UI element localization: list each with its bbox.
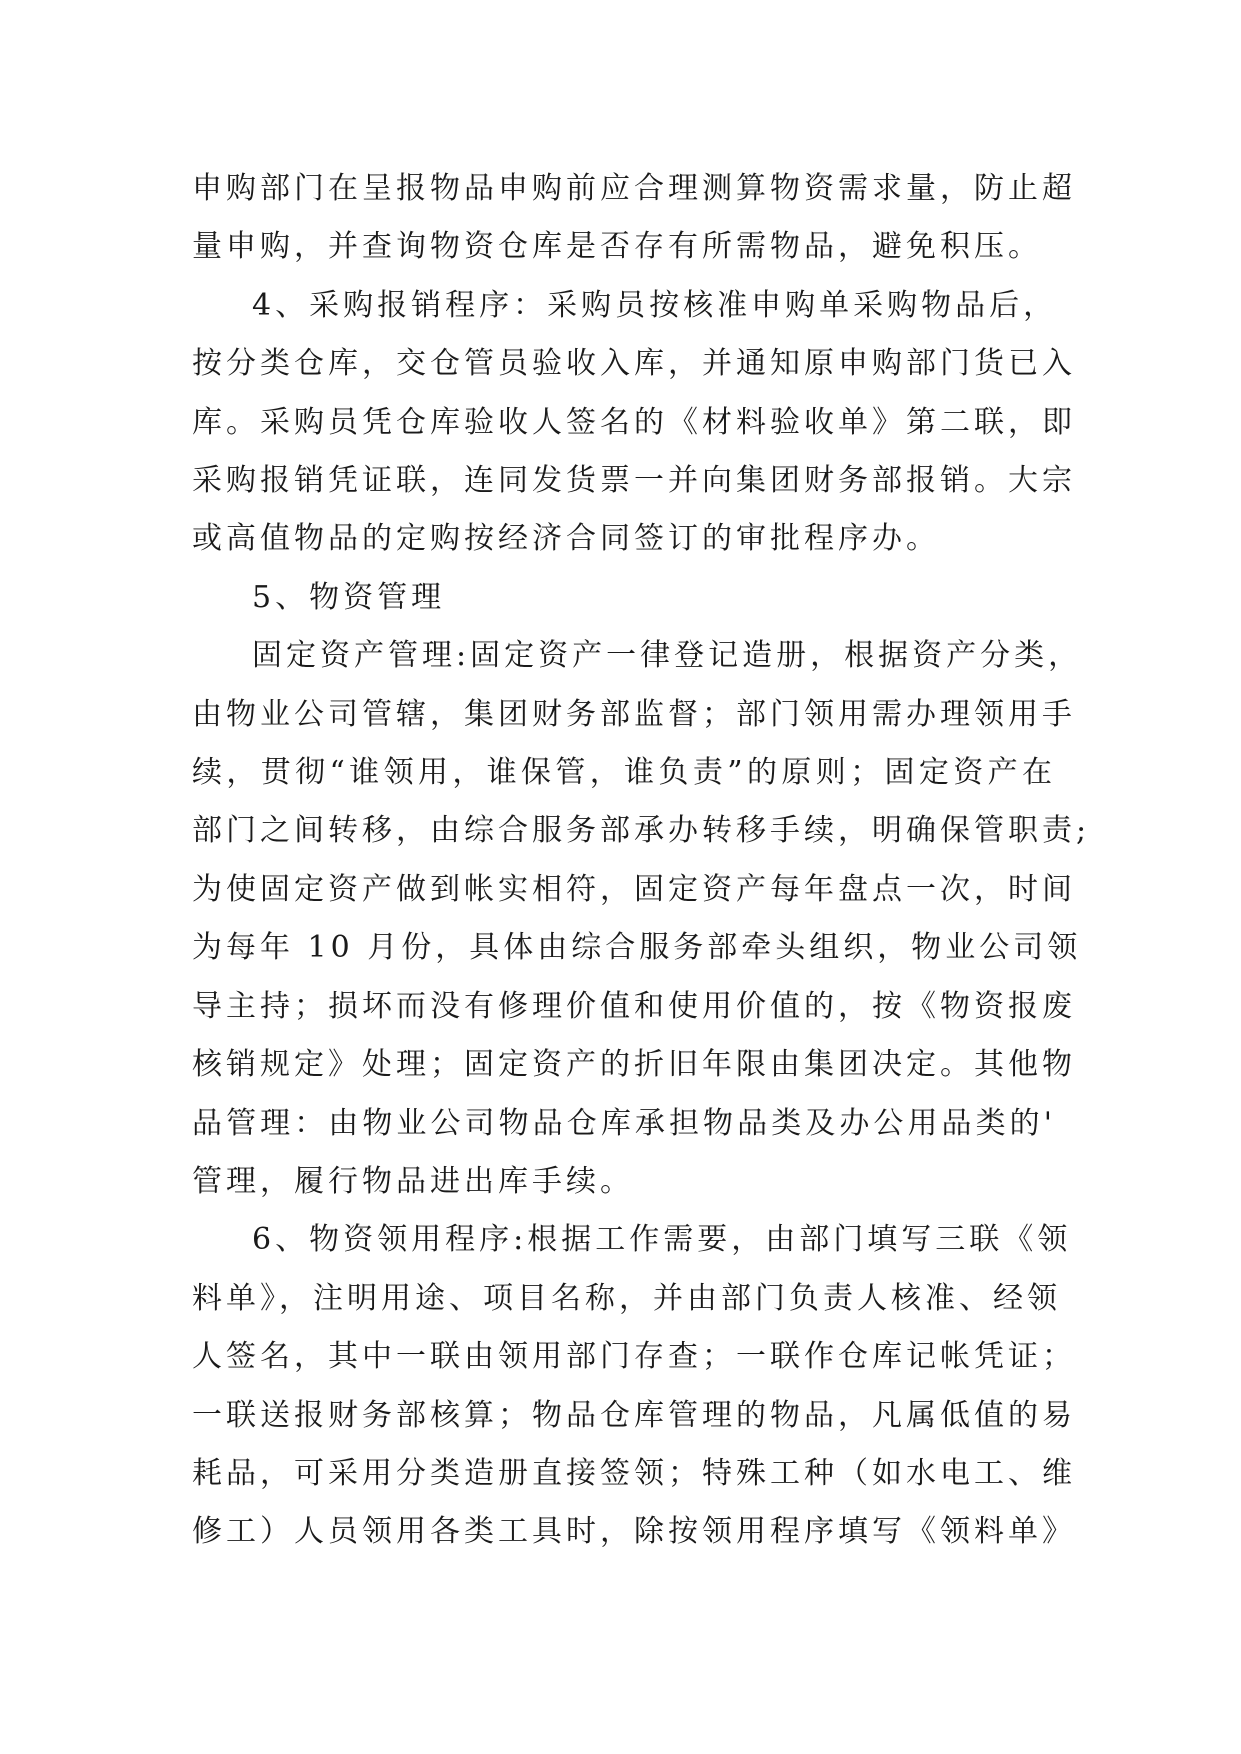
document-body	[192, 160, 1091, 1562]
text-line: 耗品，可采用分类造册直接签领；特殊工种（如水电工、维	[192, 1455, 1076, 1491]
text-line: 或高值物品的定购按经济合同签订的审批程序办。	[192, 521, 940, 557]
text-line: 采购报销凭证联，连同发货票一并向集团财务部报销。大宗	[192, 463, 1076, 499]
text-line: 管理，履行物品进出库手续。	[192, 1163, 634, 1199]
text-line: 4、采购报销程序：采购员按核准申购单采购物品后，	[252, 287, 1058, 323]
text-line: 库。采购员凭仓库验收人签名的《材料验收单》第二联，即	[192, 404, 1076, 440]
text-line: 固定资产管理:固定资产一律登记造册，根据资产分类，	[252, 638, 1083, 674]
text-line: 导主持；损坏而没有修理价值和使用价值的，按《物资报废	[192, 988, 1076, 1024]
text-line: 按分类仓库，交仓管员验收入库，并通知原申购部门货已入	[192, 346, 1076, 382]
document-page	[192, 160, 1091, 1562]
text-line: 6、物资领用程序:根据工作需要，由部门填写三联《领	[252, 1222, 1072, 1258]
text-line: 量申购，并查询物资仓库是否存有所需物品，避免积压。	[192, 229, 1042, 265]
text-line: 品管理：由物业公司物品仓库承担物品类及办公用品类的'	[192, 1105, 1056, 1141]
text-line: 核销规定》处理；固定资产的折旧年限由集团决定。其他物	[192, 1047, 1076, 1083]
text-line: 为每年 10 月份，具体由综合服务部牵头组织，物业公司领	[192, 930, 1082, 966]
text-line: 料单》，注明用途、项目名称，并由部门负责人核准、经领	[192, 1280, 1061, 1316]
text-line: 部门之间转移，由综合服务部承办转移手续，明确保管职责;	[192, 813, 1091, 849]
text-line: 续，贯彻“谁领用，谁保管，谁负责”的原则；固定资产在	[192, 755, 1056, 791]
text-line: 申购部门在呈报物品申购前应合理测算物资需求量，防止超	[192, 171, 1076, 206]
text-line: 5、物资管理	[252, 579, 446, 615]
text-line: 由物业公司管辖，集团财务部监督；部门领用需办理领用手	[192, 696, 1076, 732]
text-line: 修工）人员领用各类工具时，除按领用程序填写《领料单》	[192, 1514, 1076, 1550]
text-line: 为使固定资产做到帐实相符，固定资产每年盘点一次，时间	[192, 871, 1076, 907]
text-line: 一联送报财务部核算；物品仓库管理的物品，凡属低值的易	[192, 1397, 1076, 1433]
text-line: 人签名，其中一联由领用部门存查；一联作仓库记帐凭证；	[192, 1339, 1076, 1375]
